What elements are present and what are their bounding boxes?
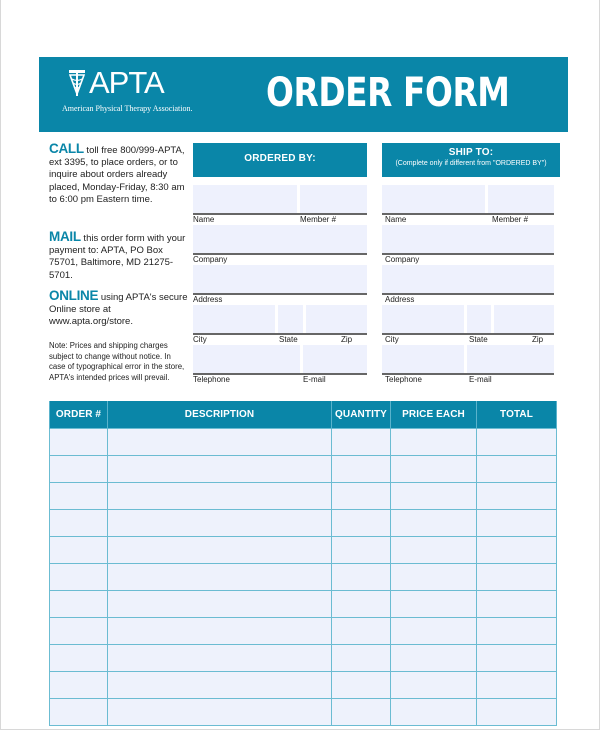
order-number-cell[interactable] bbox=[50, 671, 108, 698]
price-each-cell[interactable] bbox=[391, 590, 477, 617]
call-info bbox=[49, 143, 189, 206]
online-info bbox=[49, 290, 189, 329]
ship-address-label: Address bbox=[385, 295, 415, 304]
description-cell[interactable] bbox=[108, 455, 332, 482]
divider bbox=[382, 333, 554, 335]
ship-address-row bbox=[382, 265, 554, 305]
order-table-header bbox=[50, 401, 557, 428]
description-cell[interactable] bbox=[108, 617, 332, 644]
total-cell[interactable] bbox=[477, 698, 557, 725]
description-cell[interactable] bbox=[108, 644, 332, 671]
table-row bbox=[50, 698, 557, 725]
total-cell[interactable] bbox=[477, 509, 557, 536]
quantity-cell[interactable] bbox=[332, 482, 391, 509]
total-cell[interactable] bbox=[477, 482, 557, 509]
table-row bbox=[50, 671, 557, 698]
table-row bbox=[50, 617, 557, 644]
price-each-cell[interactable] bbox=[391, 509, 477, 536]
column-price-each: PRICE EACH bbox=[391, 401, 477, 428]
total-cell[interactable] bbox=[477, 536, 557, 563]
mail-info bbox=[49, 231, 189, 282]
ship-address-field[interactable] bbox=[382, 265, 554, 293]
ship-to-header bbox=[382, 143, 560, 177]
ship-telephone-email-row bbox=[382, 345, 554, 385]
ship-zip-field[interactable] bbox=[494, 305, 554, 333]
member-label: Member # bbox=[300, 215, 337, 224]
price-each-cell[interactable] bbox=[391, 428, 477, 455]
order-number-cell[interactable] bbox=[50, 428, 108, 455]
price-each-cell[interactable] bbox=[391, 671, 477, 698]
quantity-cell[interactable] bbox=[332, 671, 391, 698]
divider bbox=[193, 213, 367, 215]
address-label: Address bbox=[193, 295, 223, 304]
ship-member-field[interactable] bbox=[488, 185, 554, 213]
description-cell[interactable] bbox=[108, 563, 332, 590]
price-each-cell[interactable] bbox=[391, 455, 477, 482]
quantity-cell[interactable] bbox=[332, 428, 391, 455]
page-title: ORDER FORM bbox=[266, 70, 510, 116]
quantity-cell[interactable] bbox=[332, 698, 391, 725]
name-label: Name bbox=[193, 215, 215, 224]
ship-telephone-field[interactable] bbox=[382, 345, 464, 373]
table-row bbox=[50, 563, 557, 590]
zip-field[interactable] bbox=[306, 305, 367, 333]
ship-city-label: City bbox=[385, 335, 399, 344]
order-number-cell[interactable] bbox=[50, 536, 108, 563]
price-each-cell[interactable] bbox=[391, 482, 477, 509]
order-number-cell[interactable] bbox=[50, 590, 108, 617]
ship-company-field[interactable] bbox=[382, 225, 554, 253]
quantity-cell[interactable] bbox=[332, 509, 391, 536]
column-description: DESCRIPTION bbox=[108, 401, 332, 428]
company-field[interactable] bbox=[193, 225, 367, 253]
column-order-number: ORDER # bbox=[50, 401, 108, 428]
online-lead: ONLINE bbox=[49, 288, 99, 303]
ship-zip-label: Zip bbox=[532, 335, 544, 344]
table-row bbox=[50, 455, 557, 482]
description-cell[interactable] bbox=[108, 428, 332, 455]
order-number-cell[interactable] bbox=[50, 617, 108, 644]
online-text: using APTA's secure Online store at www.apta.org/store. bbox=[49, 292, 188, 328]
name-member-row bbox=[193, 185, 367, 225]
email-field[interactable] bbox=[303, 345, 367, 373]
total-cell[interactable] bbox=[477, 671, 557, 698]
name-field[interactable] bbox=[193, 185, 297, 213]
ship-to-subheading: (Complete only if different from "ORDERED BY") bbox=[395, 160, 547, 167]
order-number-cell[interactable] bbox=[50, 563, 108, 590]
table-row bbox=[50, 509, 557, 536]
ship-state-field[interactable] bbox=[467, 305, 491, 333]
description-cell[interactable] bbox=[108, 671, 332, 698]
ship-to-heading: SHIP TO: bbox=[448, 147, 494, 158]
total-cell[interactable] bbox=[477, 590, 557, 617]
divider bbox=[382, 213, 554, 215]
quantity-cell[interactable] bbox=[332, 644, 391, 671]
description-cell[interactable] bbox=[108, 536, 332, 563]
telephone-email-row bbox=[193, 345, 367, 385]
caduceus-icon bbox=[67, 70, 87, 96]
ship-city-state-zip-row bbox=[382, 305, 554, 345]
total-cell[interactable] bbox=[477, 617, 557, 644]
price-each-cell[interactable] bbox=[391, 563, 477, 590]
order-number-cell[interactable] bbox=[50, 509, 108, 536]
description-cell[interactable] bbox=[108, 590, 332, 617]
ordered-by-header bbox=[193, 143, 367, 177]
zip-label: Zip bbox=[341, 335, 353, 344]
logo-subtitle: American Physical Therapy Association. bbox=[62, 104, 193, 113]
logo-text: APTA bbox=[89, 65, 164, 100]
total-cell[interactable] bbox=[477, 455, 557, 482]
mail-text: this order form with your payment to: APTA, PO Box 75701, Baltimore, MD 21275-5701. bbox=[49, 233, 186, 281]
order-number-cell[interactable] bbox=[50, 482, 108, 509]
ship-telephone-label: Telephone bbox=[385, 375, 422, 384]
member-field[interactable] bbox=[300, 185, 367, 213]
column-quantity: QUANTITY bbox=[332, 401, 391, 428]
ship-email-field[interactable] bbox=[467, 345, 554, 373]
state-field[interactable] bbox=[278, 305, 303, 333]
price-each-cell[interactable] bbox=[391, 698, 477, 725]
address-row bbox=[193, 265, 367, 305]
company-row bbox=[193, 225, 367, 265]
quantity-cell[interactable] bbox=[332, 563, 391, 590]
header-banner bbox=[39, 57, 568, 132]
description-cell[interactable] bbox=[108, 482, 332, 509]
address-field[interactable] bbox=[193, 265, 367, 293]
price-note: Note: Prices and shipping charges subject to change without notice. In case of typographical error in the store, APTA's intended prices will prevail. bbox=[49, 341, 185, 382]
table-row bbox=[50, 428, 557, 455]
quantity-cell[interactable] bbox=[332, 617, 391, 644]
table-row bbox=[50, 590, 557, 617]
email-label: E-mail bbox=[303, 375, 326, 384]
quantity-cell[interactable] bbox=[332, 455, 391, 482]
total-cell[interactable] bbox=[477, 644, 557, 671]
price-each-cell[interactable] bbox=[391, 617, 477, 644]
city-label: City bbox=[193, 335, 207, 344]
ship-company-label: Company bbox=[385, 255, 420, 264]
ordered-by-panel bbox=[193, 143, 367, 385]
ship-email-label: E-mail bbox=[469, 375, 492, 384]
quantity-cell[interactable] bbox=[332, 536, 391, 563]
total-cell[interactable] bbox=[477, 563, 557, 590]
order-table bbox=[49, 401, 557, 726]
total-cell[interactable] bbox=[477, 428, 557, 455]
price-each-cell[interactable] bbox=[391, 644, 477, 671]
quantity-cell[interactable] bbox=[332, 590, 391, 617]
ordered-by-heading: ORDERED BY: bbox=[244, 153, 316, 164]
call-text: toll free 800/999-APTA, ext 3395, to place orders, or to inquire about orders already placed, Monday-Friday, 8:30 am to 6:00 pm Eastern time. bbox=[49, 145, 185, 205]
ship-state-label: State bbox=[469, 335, 488, 344]
ship-city-field[interactable] bbox=[382, 305, 464, 333]
state-label: State bbox=[279, 335, 298, 344]
telephone-label: Telephone bbox=[193, 375, 230, 384]
telephone-field[interactable] bbox=[193, 345, 300, 373]
ship-member-label: Member # bbox=[492, 215, 529, 224]
column-total: TOTAL bbox=[477, 401, 557, 428]
order-number-cell[interactable] bbox=[50, 644, 108, 671]
ship-name-label: Name bbox=[385, 215, 407, 224]
city-state-zip-row bbox=[193, 305, 367, 345]
ship-name-field[interactable] bbox=[382, 185, 485, 213]
description-cell[interactable] bbox=[108, 509, 332, 536]
city-field[interactable] bbox=[193, 305, 275, 333]
table-row bbox=[50, 644, 557, 671]
call-lead: CALL bbox=[49, 141, 84, 156]
ship-name-member-row bbox=[382, 185, 554, 225]
ship-to-panel bbox=[382, 143, 560, 385]
table-row bbox=[50, 536, 557, 563]
price-each-cell[interactable] bbox=[391, 536, 477, 563]
order-number-cell[interactable] bbox=[50, 455, 108, 482]
order-number-cell[interactable] bbox=[50, 698, 108, 725]
description-cell[interactable] bbox=[108, 698, 332, 725]
company-label: Company bbox=[193, 255, 228, 264]
table-row bbox=[50, 482, 557, 509]
ship-company-row bbox=[382, 225, 554, 265]
mail-lead: MAIL bbox=[49, 229, 81, 244]
